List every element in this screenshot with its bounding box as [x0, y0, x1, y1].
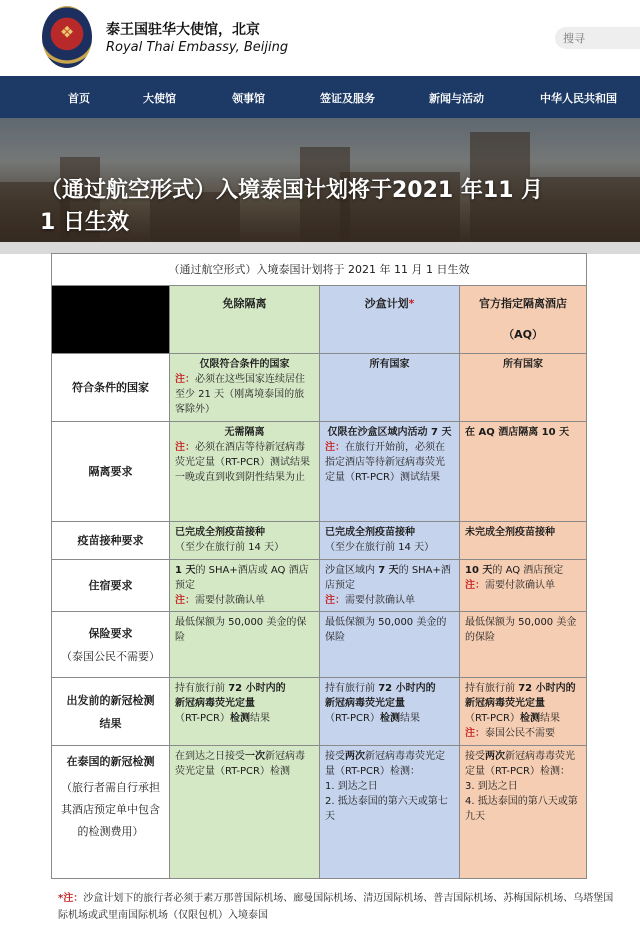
- cell-bold: 新冠病毒荧光定量: [175, 698, 255, 709]
- cell-countries-aq: [460, 354, 587, 422]
- cell-quarantine-sandbox: [320, 422, 460, 522]
- cell-intest-exempt: [170, 746, 320, 879]
- site-header: [0, 0, 640, 76]
- cell-text: 在 AQ 酒店隔离 10 天: [465, 427, 570, 438]
- header-aq-line1: 官方指定隔离酒店: [479, 297, 568, 310]
- cell-text: 新冠病毒荧光定量（RT-PCR）检测: [175, 751, 305, 777]
- cell-bold: 两次: [345, 751, 365, 762]
- cell-text: 仅限在沙盒区域内活动 7 天: [327, 427, 452, 438]
- cell-quarantine-aq: [460, 422, 587, 522]
- cell-quarantine-exempt: [170, 422, 320, 522]
- row-label-text: 出发前的新冠检测: [66, 693, 155, 707]
- row-label-sub: 结果: [99, 716, 122, 730]
- cell-predeparture-aq: [460, 678, 587, 746]
- cell-predeparture-sandbox: [320, 678, 460, 746]
- cell-text: 持有旅行前: [465, 683, 519, 694]
- row-label-in-thailand-test: [52, 746, 170, 879]
- row-label-quarantine: 隔离要求: [52, 422, 170, 522]
- cell-text: 所有国家: [369, 359, 410, 370]
- cell-note: 需要付款确认单: [195, 595, 265, 606]
- table-row: [52, 354, 587, 422]
- search-input[interactable]: [555, 27, 640, 49]
- table-row: [52, 522, 587, 560]
- table-caption: （通过航空形式）入境泰国计划将于 2021 年 11 月 1 日生效: [52, 254, 587, 286]
- table-header-row: [52, 286, 587, 354]
- cell-text: 已完成全剂疫苗接种: [175, 527, 265, 538]
- row-label-text: 在泰国的新冠检测: [66, 755, 155, 768]
- cell-bold: 72 小时内的: [228, 683, 286, 694]
- note-label: 注：: [325, 595, 345, 606]
- cell-text: 所有国家: [503, 359, 544, 370]
- cell-intest-sandbox: [320, 746, 460, 879]
- cell-note: 必须在酒店等待新冠病毒荧光定量（RT-PCR）测试结果一晚或直到收到阴性结果为止: [175, 442, 310, 483]
- row-label-countries: 符合条件的国家: [52, 354, 170, 422]
- header-sandbox: [320, 286, 460, 354]
- cell-bold: 检测: [229, 713, 250, 724]
- footnote-star: *注：: [58, 893, 84, 904]
- cell-lodging-aq: [460, 560, 587, 612]
- site-name-en[interactable]: Royal Thai Embassy, Beijing: [106, 40, 289, 55]
- cell-text: 的 SHA+酒店预定: [325, 565, 451, 591]
- list-item: 2. 抵达泰国的第六天或第七天: [325, 796, 448, 822]
- note-label: 注：: [175, 442, 195, 453]
- cell-intest-aq: [460, 746, 587, 879]
- cell-bold: 72 小时内的: [518, 683, 576, 694]
- cell-text: 在到达之日接受: [175, 751, 245, 762]
- cell-note: 在旅行开始前，必须在指定酒店等待新冠病毒荧光定量（RT-PCR）测试结果: [325, 442, 445, 483]
- cell-sub: （至少在旅行前 14 天）: [325, 542, 435, 553]
- note-label: 注：: [465, 728, 485, 739]
- cell-vaccine-aq: [460, 522, 587, 560]
- site-name-cn[interactable]: 泰王国驻华大使馆，北京: [106, 22, 260, 38]
- cell-bold: 10 天: [465, 565, 493, 576]
- page-title-line2: 1 日生效: [40, 210, 129, 235]
- row-label-insurance: [52, 612, 170, 678]
- cell-text: 接受: [465, 751, 485, 762]
- cell-bold: 72 小时内的: [378, 683, 436, 694]
- list-item: 4. 抵达泰国的第八天或第九天: [465, 796, 578, 822]
- row-label-lodging: 住宿要求: [52, 560, 170, 612]
- cell-text: 沙盒区域内: [325, 565, 379, 576]
- cell-text: （RT-PCR）: [175, 713, 230, 724]
- entry-plan-table: [51, 253, 586, 879]
- page-title-line1: （通过航空形式）入境泰国计划将于2021 年11 月: [40, 178, 544, 203]
- cell-bold: 检测: [379, 713, 400, 724]
- table-caption-row: [52, 254, 587, 286]
- cell-bold: 检测: [519, 713, 540, 724]
- header-aq: [460, 286, 587, 354]
- header-aq-line2: （AQ）: [503, 328, 543, 341]
- nav-prc[interactable]: 中华人民共和国: [540, 92, 617, 105]
- header-sandbox-star: *: [408, 297, 415, 310]
- note-label: 注：: [175, 595, 195, 606]
- cell-text: 接受: [325, 751, 345, 762]
- nav-home[interactable]: 首页: [68, 92, 90, 105]
- cell-insurance-exempt: 最低保额为 50,000 美金的保险: [170, 612, 320, 678]
- nav-embassy[interactable]: 大使馆: [143, 92, 176, 105]
- cell-text: 的 AQ 酒店预定: [492, 565, 564, 576]
- list-item: 3. 到达之日: [465, 781, 518, 792]
- cell-text: 持有旅行前: [175, 683, 229, 694]
- nav-visa-services[interactable]: 签证及服务: [320, 92, 375, 105]
- main-nav: [0, 76, 640, 118]
- cell-note: 需要付款确认单: [345, 595, 415, 606]
- row-label-sub: （泰国公民不需要）: [61, 649, 160, 663]
- cell-text: 结果: [539, 713, 560, 724]
- cell-bold: 新冠病毒荧光定量: [465, 698, 545, 709]
- table-row: [52, 612, 587, 678]
- cell-text: 新冠病毒毒荧光定量（RT-PCR）检测：: [465, 751, 575, 777]
- cell-predeparture-exempt: [170, 678, 320, 746]
- table-row: [52, 678, 587, 746]
- cell-text: 持有旅行前: [325, 683, 379, 694]
- header-exempt: 免除隔离: [170, 286, 320, 354]
- cell-text: 新冠病毒毒荧光定量（RT-PCR）检测：: [325, 751, 445, 777]
- list-item: 1. 到达之日: [325, 781, 378, 792]
- table-row: [52, 746, 587, 879]
- cell-text: （RT-PCR）: [325, 713, 380, 724]
- footnote-text: 沙盒计划下的旅行者必须于素万那普国际机场、廊曼国际机场、清迈国际机场、普吉国际机场、苏梅国际机场、乌塔堡国际机场或武里南国际机场（仅限包机）入境泰国: [58, 893, 614, 921]
- cell-text: 仅限符合条件的国家: [199, 359, 290, 370]
- embassy-seal-logo[interactable]: [42, 6, 92, 68]
- hero-banner: [0, 118, 640, 242]
- cell-countries-sandbox: [320, 354, 460, 422]
- note-label: 注：: [465, 580, 485, 591]
- cell-bold: 两次: [485, 751, 505, 762]
- table-row: [52, 422, 587, 522]
- garuda-icon: ❖: [59, 22, 75, 42]
- cell-note: 泰国公民不需要: [485, 728, 555, 739]
- cell-vaccine-exempt: [170, 522, 320, 560]
- nav-news-events[interactable]: 新闻与活动: [429, 92, 484, 105]
- cell-note: 必须在这些国家连续居住至少 21 天（刚离境泰国的旅客除外）: [175, 374, 305, 415]
- cell-text: 的 SHA+酒店或 AQ 酒店预定: [175, 565, 309, 591]
- cell-vaccine-sandbox: [320, 522, 460, 560]
- cell-text: 已完成全剂疫苗接种: [325, 527, 415, 538]
- cell-text: 无需隔离: [224, 427, 265, 438]
- table-row: [52, 560, 587, 612]
- note-label: 注：: [325, 442, 345, 453]
- cell-text: 结果: [399, 713, 420, 724]
- row-label-text: 保险要求: [88, 626, 133, 640]
- cell-note: 需要付款确认单: [485, 580, 555, 591]
- header-sandbox-label: 沙盒计划: [364, 297, 409, 310]
- note-label: 注：: [175, 374, 195, 385]
- cell-text: （RT-PCR）: [465, 713, 520, 724]
- cell-lodging-exempt: [170, 560, 320, 612]
- row-label-vaccine: 疫苗接种要求: [52, 522, 170, 560]
- cell-text: 结果: [249, 713, 270, 724]
- row-label-sub: （旅行者需自行承担其酒店预定单中包含的检测费用）: [61, 781, 160, 838]
- cell-lodging-sandbox: [320, 560, 460, 612]
- nav-consulate[interactable]: 领事馆: [232, 92, 265, 105]
- cell-bold: 新冠病毒荧光定量: [325, 698, 405, 709]
- row-label-predeparture: [52, 678, 170, 746]
- cell-sub: （至少在旅行前 14 天）: [175, 542, 285, 553]
- cell-bold: 1 天: [175, 565, 196, 576]
- cell-insurance-sandbox: 最低保额为 50,000 美金的保险: [320, 612, 460, 678]
- cell-bold: 7 天: [378, 565, 399, 576]
- cell-insurance-aq: 最低保额为 50,000 美金的保险: [460, 612, 587, 678]
- cell-text: 未完成全剂疫苗接种: [465, 527, 555, 538]
- header-blank: [52, 286, 170, 354]
- cell-bold: 一次: [245, 751, 265, 762]
- footnote: [58, 890, 618, 924]
- cell-countries-exempt: [170, 354, 320, 422]
